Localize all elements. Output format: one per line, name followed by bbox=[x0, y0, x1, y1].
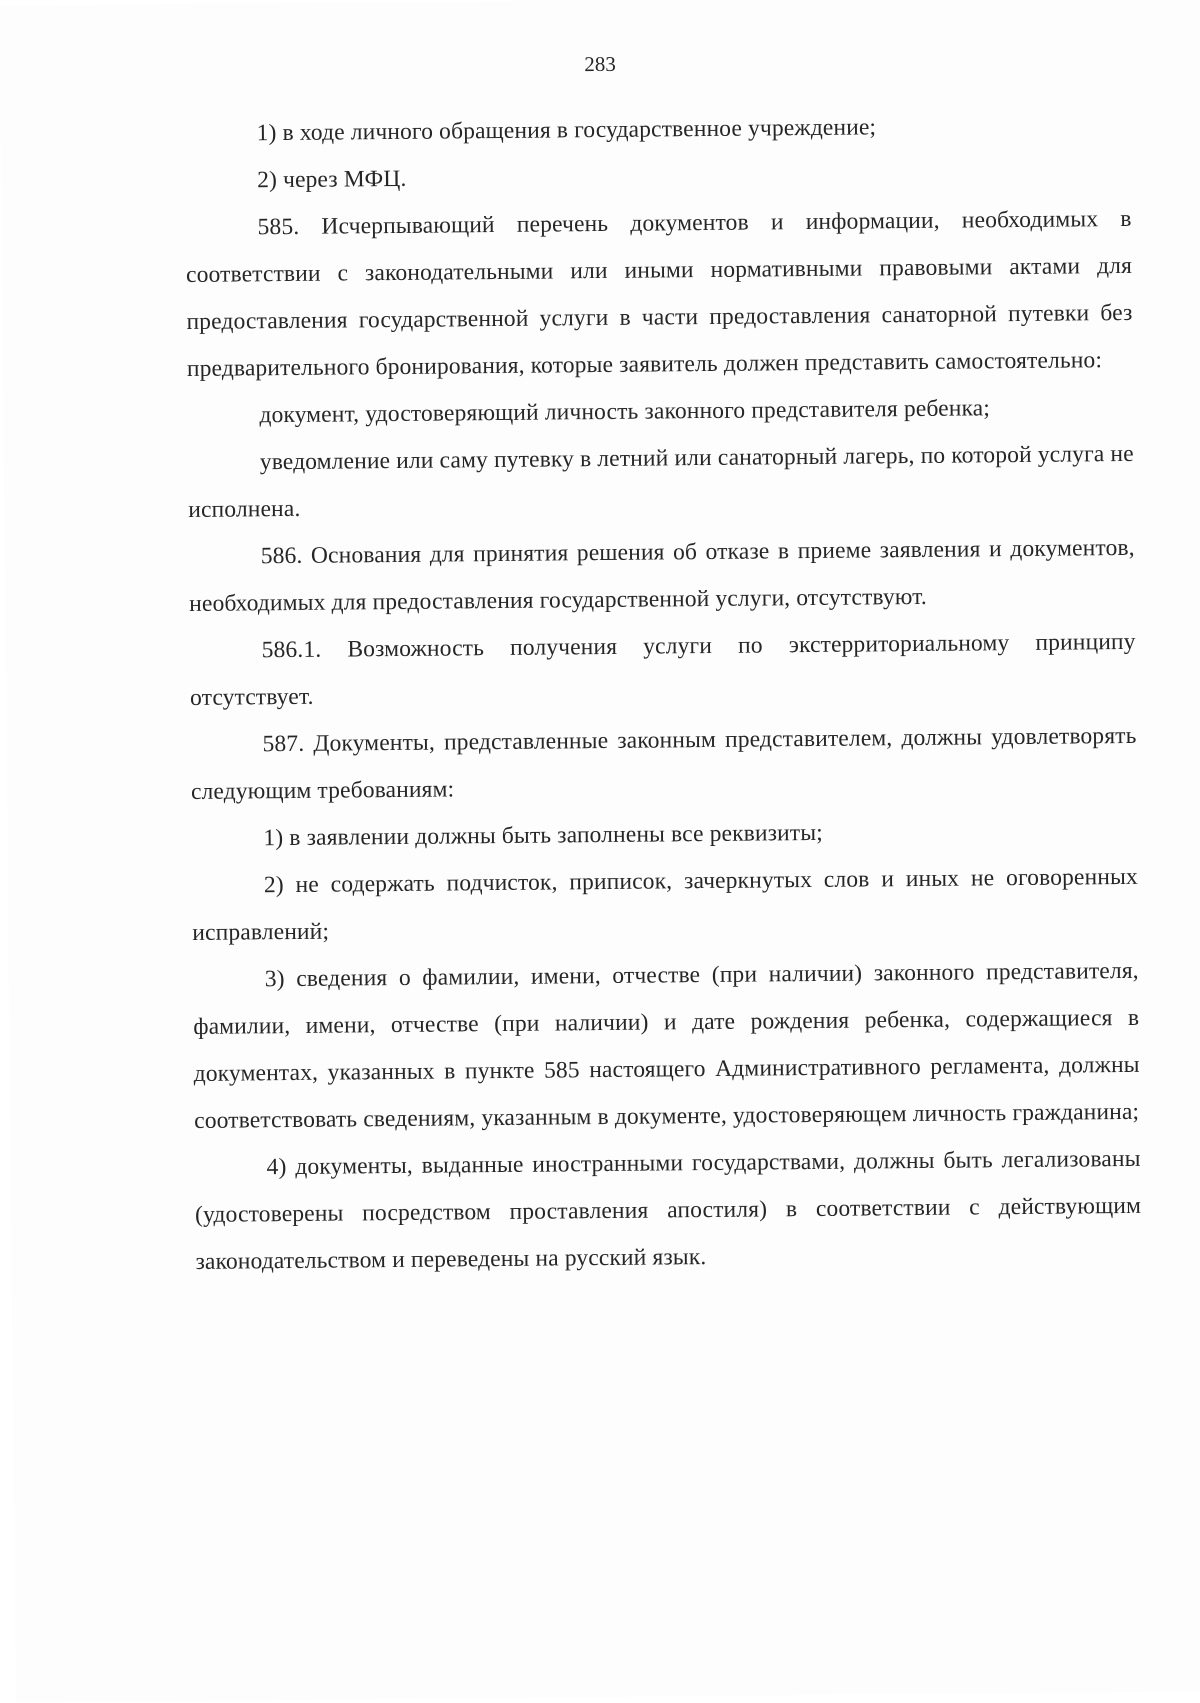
document-body bbox=[184, 102, 1141, 1286]
paragraph-requirement-4: 4) документы, выданные иностранными государствами, должны быть легализованы (удостоверены посредством проставления апостиля) в соответствии с действующим законодательством и переведены на русский язык. bbox=[194, 1145, 1142, 1275]
paragraph-587: 587. Документы, представленные законным представителем, должны удовлетворять следующим требованиям: bbox=[190, 722, 1137, 805]
paragraph-notification-voucher: уведомление или саму путевку в летний или санаторный лагерь, по которой услуга не исполнена. bbox=[188, 440, 1134, 523]
paragraph-item-2-mfc: 2) через МФЦ. bbox=[257, 165, 407, 194]
paragraph-585: 585. Исчерпывающий перечень документов и информации, необходимых в соответствии с законодательными или иными нормативными правовыми актами для предоставления государственной услуги в части предоставления санаторной путевки без предварительного бронирования, которые заявитель должен представить самостоятельно: bbox=[185, 205, 1133, 382]
paragraph-requirement-1: 1) в заявлении должны быть заполнены все реквизиты; bbox=[263, 819, 824, 852]
page-number: 283 bbox=[584, 51, 616, 77]
paragraph-identity-document: документ, удостоверяющий личность законного представителя ребенка; bbox=[259, 395, 991, 429]
paragraph-requirement-3: 3) сведения о фамилии, имени, отчестве (при наличии) законного представителя, фамилии, имени, отчестве (при наличии) и дате рождения ребенка, содержащиеся в документах, указанных в пункте 585 настоящего Административного регламента, должны соответствовать сведениям, указанным в документе, удостоверяющем личность гражданина; bbox=[193, 957, 1140, 1134]
paragraph-item-1-personal-visit: 1) в ходе личного обращения в государственное учреждение; bbox=[256, 114, 877, 147]
paragraph-586-1: 586.1. Возможность получения услуги по экстерриториальному принципу отсутствует. bbox=[189, 628, 1136, 711]
paragraph-requirement-2: 2) не содержать подчисток, приписок, зачеркнутых слов и иных не оговоренных исправлений; bbox=[192, 863, 1138, 946]
paragraph-586: 586. Основания для принятия решения об отказе в приеме заявления и документов, необходимых для предоставления государственной услуги, отсутствуют. bbox=[189, 534, 1135, 617]
